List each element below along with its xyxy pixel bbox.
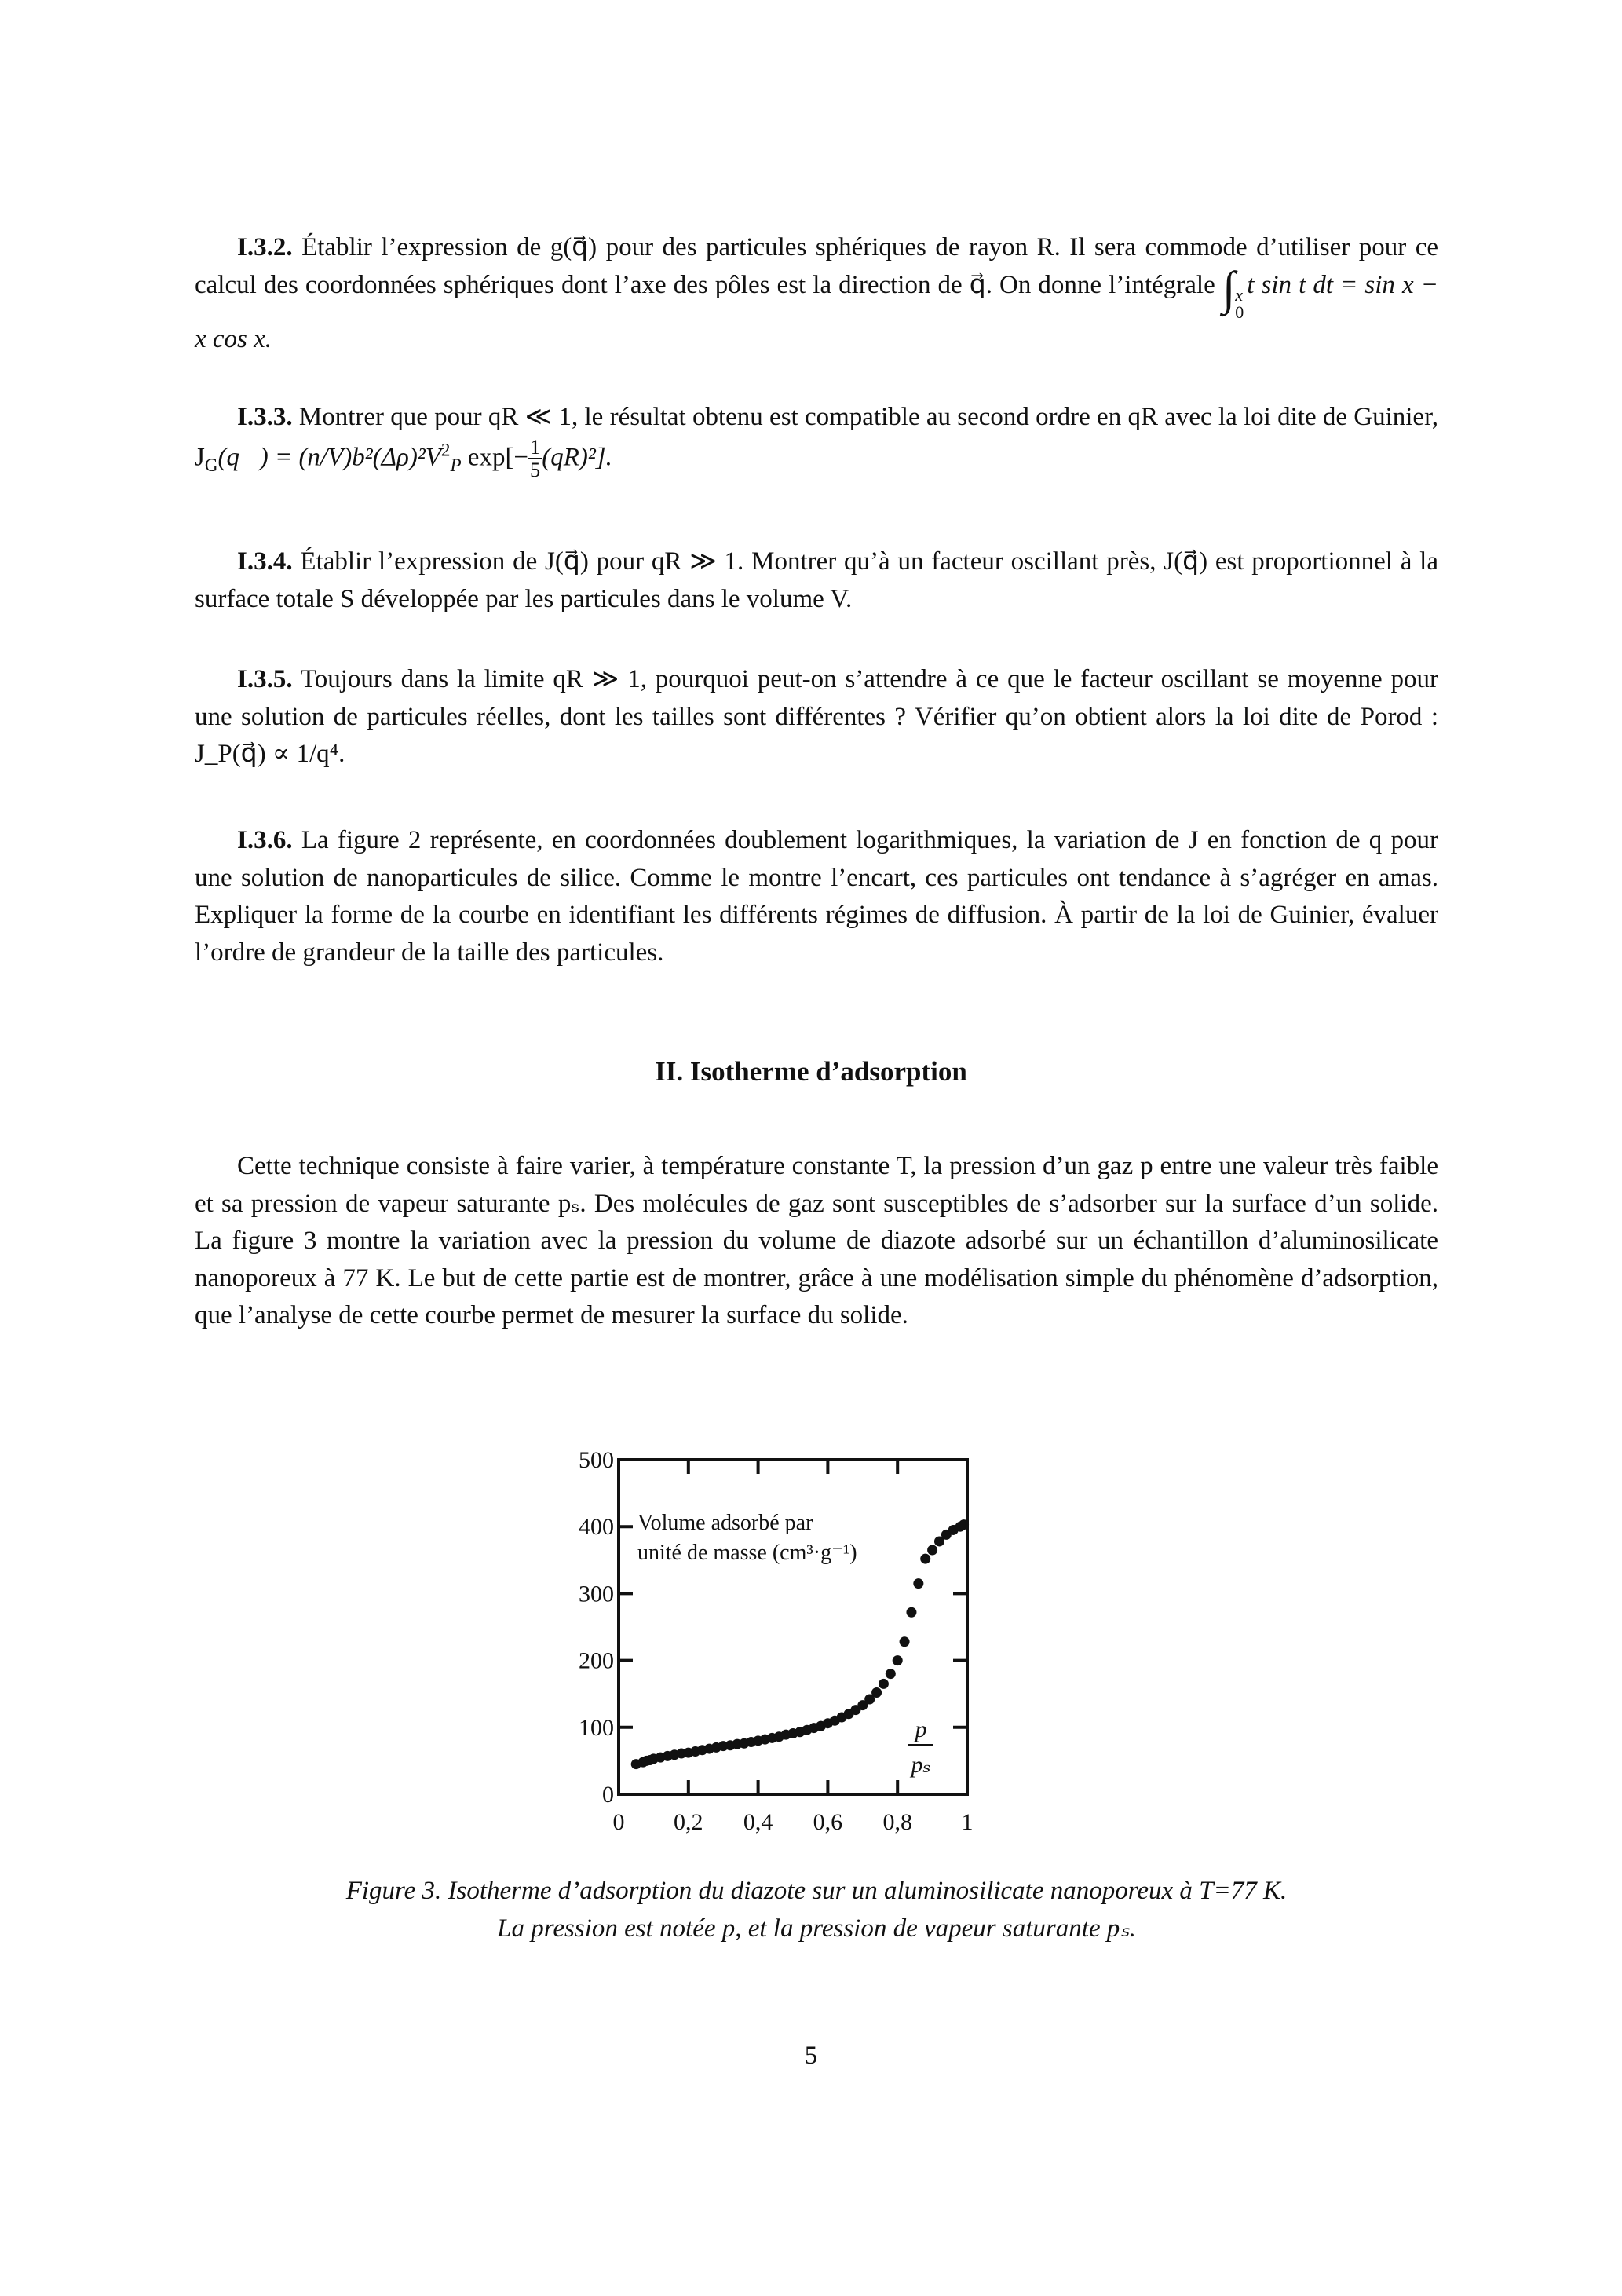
- adsorption-isotherm-chart: [550, 1429, 1068, 1869]
- data-point: [927, 1545, 937, 1556]
- question-text: Établir l’expression de g(q⃗) pour des particules sphériques de rayon R. Il sera commode d’utiliser pour ce calcul des coordonnées sphériques dont l’axe des pôles est la direction de q⃗. On donne l’intégrale: [195, 233, 1438, 299]
- y-tick-label: 300: [579, 1581, 614, 1607]
- intro-text: Cette technique consiste à faire varier, à température constante T, la pression d’un gaz p entre une valeur très faible et sa pression de vapeur saturante pₛ. Des molécules de gaz sont susceptibles de s’adsorber sur la surface d’un solide. La figure 3 montre la variation avec la pression du volume de diazote adsorbé sur un échantillon d’aluminosilicate nanoporeux à 77 K. Le but de cette partie est de montrer, grâce à une modélisation simple du phénomène d’adsorption, que l’analyse de cette courbe permet de mesurer la surface du solide.: [195, 1152, 1438, 1329]
- x-tick-label: 0: [612, 1809, 625, 1835]
- data-point: [906, 1607, 916, 1618]
- question-number: I.3.5.: [237, 665, 293, 693]
- question-text: La figure 2 représente, en coordonnées doublement logarithmiques, la variation de J en fonction de q pour une solution de nanoparticules de silice. Comme le montre l’encart, ces particules ont tendance à s’agréger en amas. Expliquer la forme de la courbe en identifiant les différents régimes de diffusion. À partir de la loi de Guinier, évaluer l’ordre de grandeur de la taille des particules.: [195, 826, 1438, 967]
- question-text: Toujours dans la limite qR ≫ 1, pourquoi peut-on s’attendre à ce que le facteur oscillant se moyenne pour une solution de particules réelles, dont les tailles sont différentes ? Vérifier qu’on obtient alors la loi dite de Porod : J_P(q⃗) ∝ 1/q⁴.: [195, 665, 1438, 768]
- caption-line-2: La pression est notée p, et la pression de vapeur saturante pₛ.: [497, 1914, 1136, 1943]
- data-point: [900, 1636, 910, 1647]
- y-axis-label-units: unité de masse (cm³·g⁻¹): [637, 1541, 857, 1565]
- question-I-3-3: I.3.3. Montrer que pour qR ≪ 1, le résultat obtenu est compatible au second ordre en qR avec la loi dite de Guinier, $J_G(q⃗) = (n/V)b^2(\Delta\rho)^2V^2_P$ exp[− $\frac{1}{5}$ (qR)²].: [195, 403, 1439, 482]
- integral-sign-icon: ∫: [1222, 261, 1236, 314]
- y-tick-label: 100: [579, 1714, 614, 1741]
- y-axis-label: Volume adsorbé par: [637, 1511, 813, 1535]
- chart-svg: [550, 1429, 1068, 1869]
- question-number: I.3.4.: [237, 547, 293, 576]
- y-tick-label: 200: [579, 1647, 614, 1674]
- data-point: [893, 1655, 903, 1665]
- y-tick-label: 0: [602, 1782, 614, 1808]
- section-heading: II. Isotherme d’adsorption: [655, 1056, 967, 1087]
- intro-paragraph: [195, 1148, 1438, 1335]
- x-axis-label-numerator: p: [915, 1717, 927, 1742]
- question-I-3-4: [195, 543, 1438, 618]
- question-number: I.3.3.: [237, 403, 293, 431]
- question-I-3-5: [195, 661, 1438, 773]
- x-tick-label: 0,2: [674, 1809, 703, 1835]
- data-point: [886, 1669, 896, 1679]
- integral-expression: t sin t dt = sin x − x cos x.: [195, 270, 1438, 353]
- data-point: [959, 1519, 969, 1530]
- y-tick-label: 400: [579, 1514, 614, 1541]
- page-number: 5: [804, 2042, 818, 2070]
- question-I-3-2: [195, 229, 1438, 358]
- fraction-one-fifth: $\frac{1}{5}$: [530, 434, 541, 482]
- question-number: I.3.6.: [237, 826, 293, 854]
- x-tick-label: 0,8: [882, 1809, 912, 1835]
- data-point: [871, 1687, 882, 1698]
- integral-limits: x 0: [1235, 284, 1244, 322]
- question-text: Établir l’expression de J(q⃗) pour qR ≫ 1. Montrer qu’à un facteur oscillant près, J(q⃗) est proportionnel à la surface totale S développée par les particules dans le volume V.: [195, 547, 1439, 613]
- caption-line-1: Figure 3. Isotherme d’adsorption du diazote sur un aluminosilicate nanoporeux à T=77 K.: [345, 1877, 1288, 1905]
- data-point: [913, 1578, 923, 1589]
- data-point: [920, 1554, 930, 1564]
- y-tick-label: 500: [579, 1447, 614, 1473]
- figure-caption: [195, 1873, 1438, 1947]
- data-point: [879, 1679, 889, 1689]
- question-number: I.3.2.: [237, 233, 293, 261]
- x-axis-label-denominator: pₛ: [911, 1752, 931, 1778]
- x-tick-label: 1: [961, 1809, 974, 1835]
- x-tick-label: 0,6: [813, 1809, 843, 1835]
- question-text: Montrer que pour qR ≪ 1, le résultat obtenu est compatible au second ordre en qR avec la loi dite de Guinier, J: [195, 403, 1439, 471]
- x-tick-label: 0,4: [743, 1809, 773, 1835]
- question-I-3-6: [195, 822, 1438, 971]
